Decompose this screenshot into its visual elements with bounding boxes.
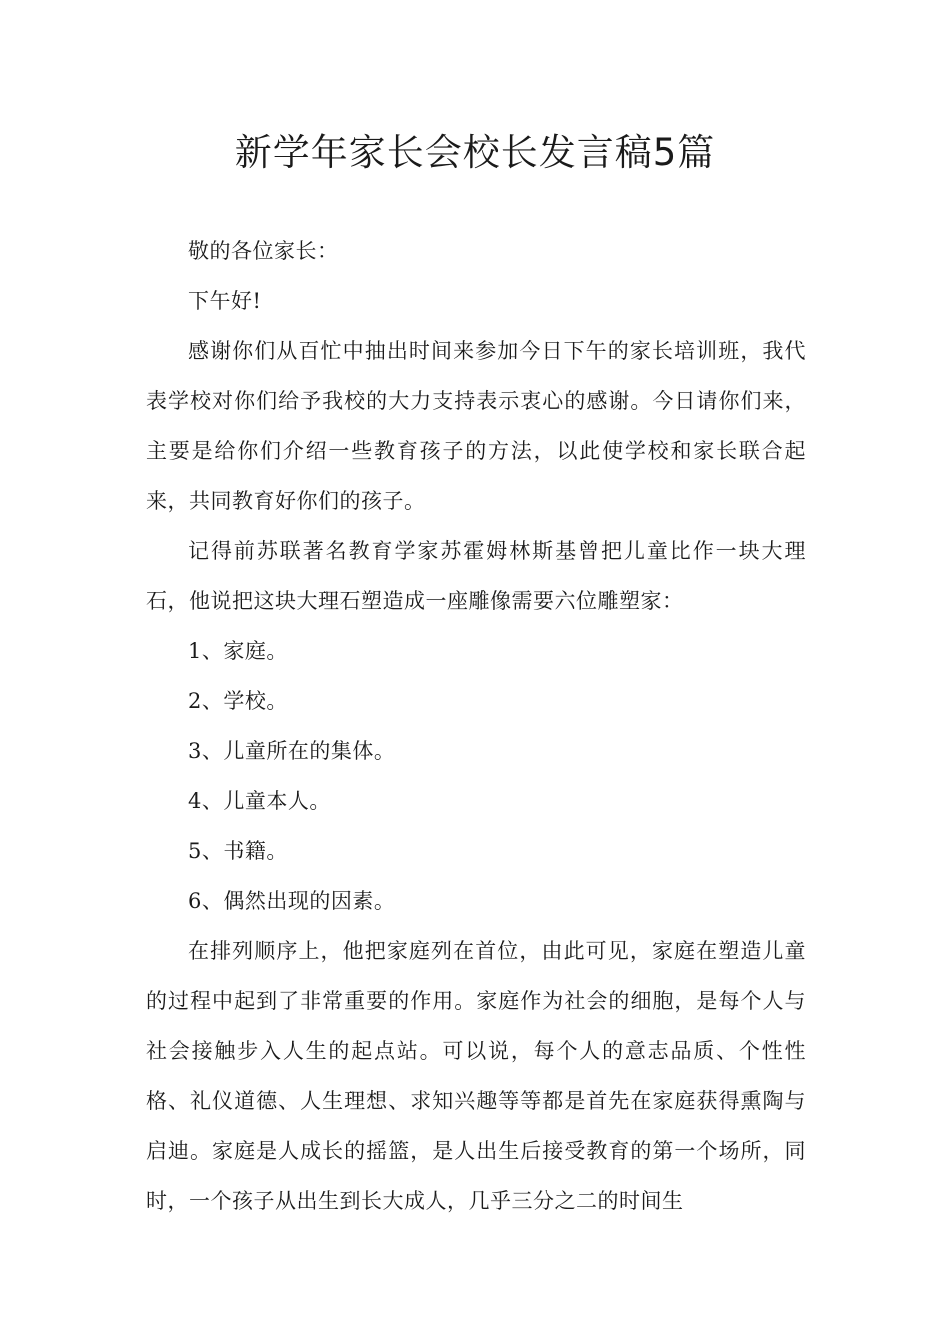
greeting: 下午好! [188,289,262,313]
document-title: 新学年家长会校长发言稿5篇 [234,131,716,174]
salutation: 敬的各位家长： [188,239,339,263]
paragraph-sculptors: 记得前苏联著名教育学家苏霍姆林斯基曾把儿童比作一块大理石，他说把这块大理石塑造成一座雕像需要六位雕塑家： [146,539,806,613]
list-item: 6、偶然出现的因素。 [188,889,396,913]
list-item: 1、家庭。 [188,639,288,663]
document-body [146,226,806,1226]
list-item: 2、学校。 [188,689,288,713]
paragraph-thanks: 感谢你们从百忙中抽出时间来参加今日下午的家长培训班，我代表学校对你们给予我校的大力支持表示衷心的感谢。今日请你们来，主要是给你们介绍一些教育孩子的方法，以此使学校和家长联合起来，共同教育好你们的孩子。 [146,339,806,513]
list-item: 3、儿童所在的集体。 [188,739,396,763]
paragraph-family-role: 在排列顺序上，他把家庭列在首位，由此可见，家庭在塑造儿童的过程中起到了非常重要的作用。家庭作为社会的细胞，是每个人与社会接触步入人生的起点站。可以说，每个人的意志品质、个性性格、礼仪道德、人生理想、求知兴趣等等都是首先在家庭获得熏陶与启迪。家庭是人成长的摇篮，是人出生后接受教育的第一个场所，同时，一个孩子从出生到长大成人，几乎三分之二的时间生 [146,939,806,1213]
list-item: 4、儿童本人。 [188,789,331,813]
list-item: 5、书籍。 [188,839,288,863]
